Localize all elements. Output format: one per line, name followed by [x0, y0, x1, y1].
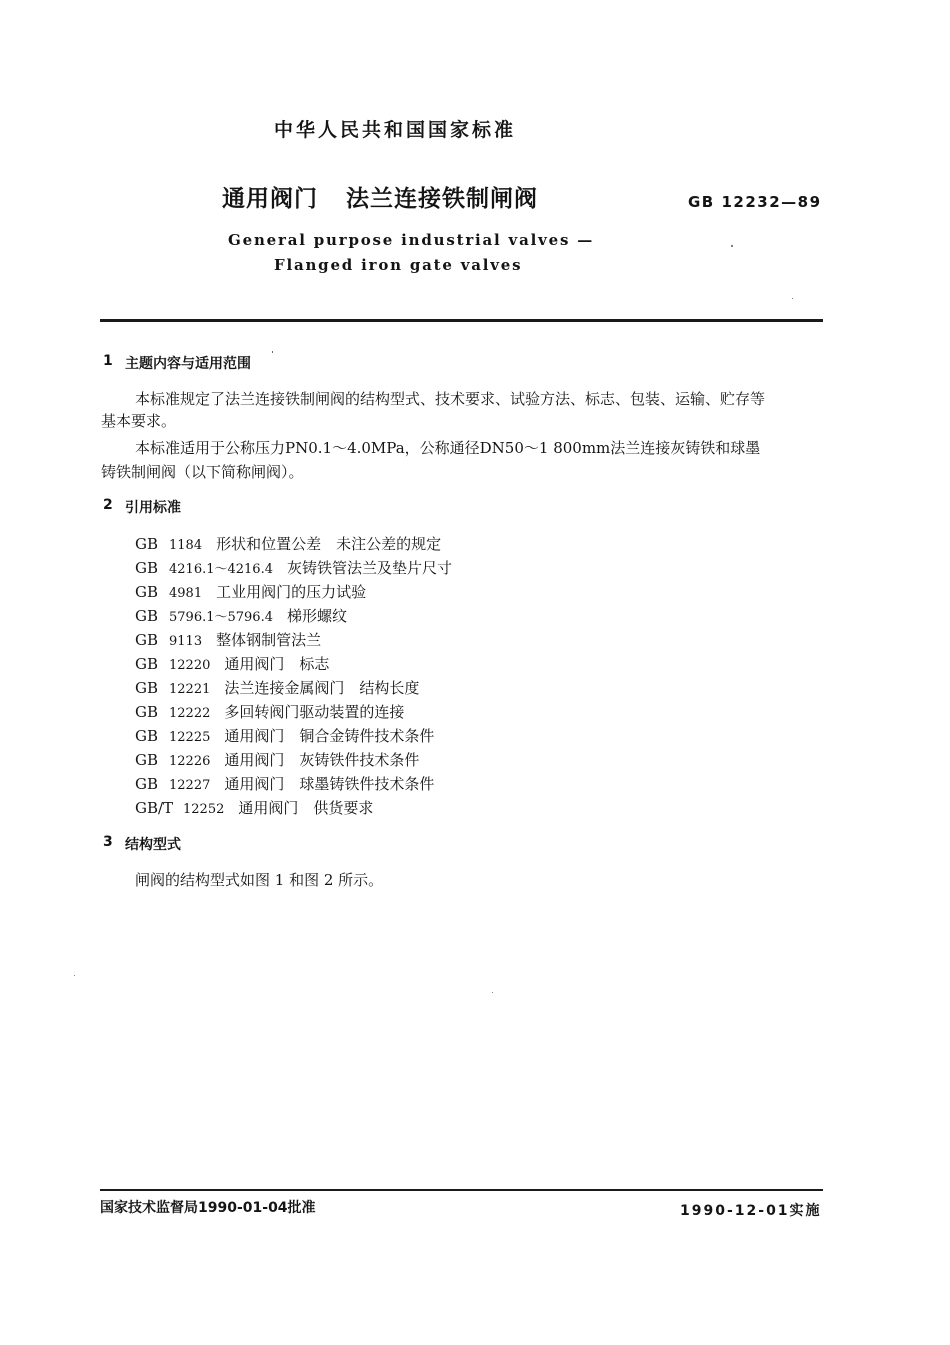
- standard-code: GB 12232—89: [688, 193, 822, 211]
- reference-item: GB 4216.1～4216.4 灰铸铁管法兰及垫片尺寸: [135, 559, 452, 577]
- section-3-title: 结构型式: [125, 837, 181, 853]
- section-1-number: 1: [103, 353, 113, 369]
- title-zh-part1: 通用阀门: [222, 185, 318, 212]
- reference-item: GB 12220 通用阀门 标志: [135, 655, 330, 673]
- section-1-para2-line2: 铸铁制闸阀（以下简称闸阀）。: [101, 463, 304, 481]
- section-2-number: 2: [103, 497, 113, 513]
- reference-item: GB 12221 法兰连接金属阀门 结构长度: [135, 679, 420, 697]
- reference-item: GB 12225 通用阀门 铜合金铸件技术条件: [135, 727, 435, 745]
- section-1-para2-line1: 本标准适用于公称压力PN0.1～4.0MPa，公称通径DN50～1 800mm法兰连接灰铸铁和球墨: [135, 439, 761, 457]
- section-2-title: 引用标准: [125, 500, 181, 516]
- reference-item: GB 12222 多回转阀门驱动装置的连接: [135, 703, 405, 721]
- scan-speck: [731, 245, 733, 247]
- section-1-para1-line2: 基本要求。: [101, 412, 177, 430]
- section-3-para: 闸阀的结构型式如图 1 和图 2 所示。: [135, 871, 384, 889]
- scan-speck: [74, 975, 75, 976]
- scan-speck: [792, 298, 793, 299]
- footer-divider: [100, 1189, 823, 1191]
- header-divider: [100, 319, 823, 322]
- reference-item: GB 5796.1～5796.4 梯形螺纹: [135, 607, 347, 625]
- reference-item: GB 12227 通用阀门 球墨铸铁件技术条件: [135, 775, 435, 793]
- scan-speck: [272, 351, 273, 353]
- effective-date: 1990-12-01实施: [680, 1203, 822, 1219]
- scan-speck: [492, 992, 493, 993]
- section-3-number: 3: [103, 834, 113, 850]
- reference-item: GB 4981 工业用阀门的压力试验: [135, 583, 367, 601]
- document-title-en-line2: Flanged iron gate valves: [274, 256, 523, 274]
- document-title-zh: [222, 180, 538, 213]
- approval-date: 国家技术监督局1990-01-04批准: [100, 1200, 316, 1216]
- section-1-title: 主题内容与适用范围: [125, 356, 251, 372]
- reference-item: GB 12226 通用阀门 灰铸铁件技术条件: [135, 751, 420, 769]
- title-zh-part2: 法兰连接铁制闸阀: [346, 185, 538, 212]
- document-title-en-line1: General purpose industrial valves —: [228, 231, 595, 249]
- reference-item: GB 9113 整体钢制管法兰: [135, 631, 322, 649]
- section-1-para1-line1: 本标准规定了法兰连接铁制闸阀的结构型式、技术要求、试验方法、标志、包装、运输、贮存等: [135, 390, 766, 408]
- country-standard-heading: 中华人民共和国国家标准: [273, 119, 516, 141]
- reference-item: GB 1184 形状和位置公差 未注公差的规定: [135, 535, 442, 553]
- reference-item: GB/T 12252 通用阀门 供货要求: [135, 799, 374, 817]
